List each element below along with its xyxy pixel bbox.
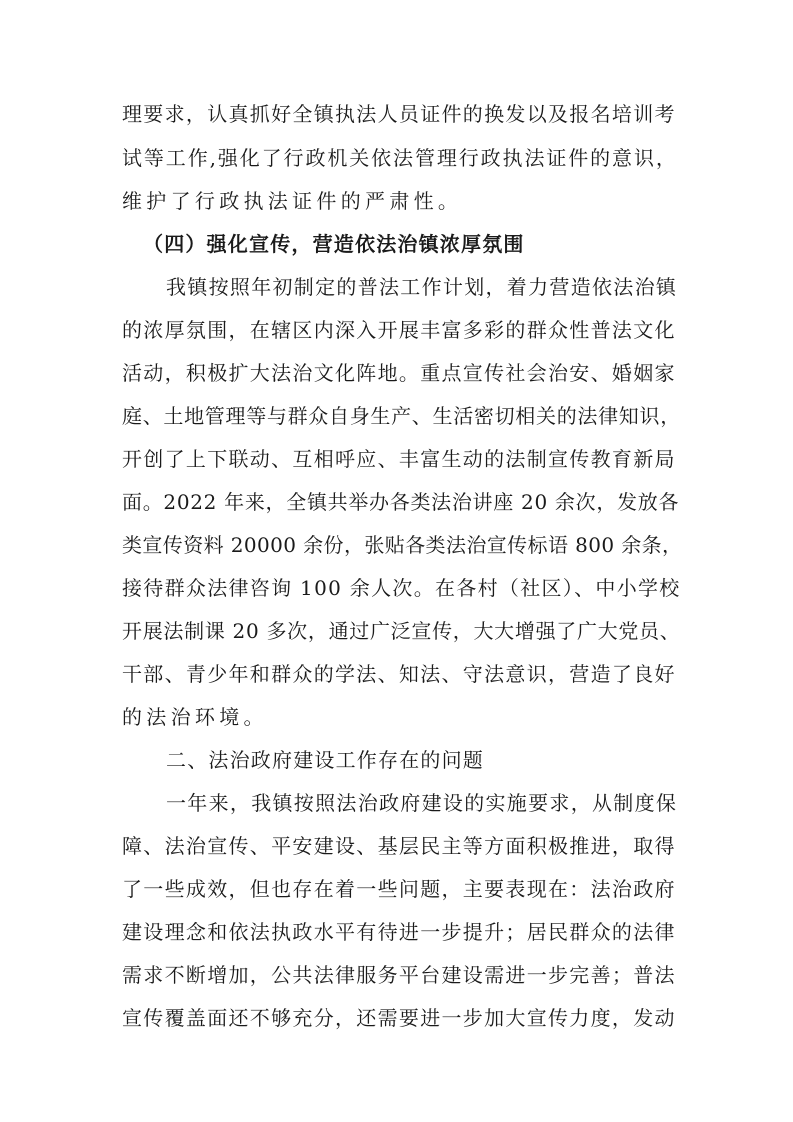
paragraph-first-line: 一年来，我镇按照法治政府建设的实施要求，从制度保: [166, 791, 678, 815]
paragraph-first-line: 我镇按照年初制定的普法工作计划，着力营造依法治镇: [166, 275, 678, 299]
body-text-line: 面。2022 年来，全镇共举办各类法治讲座 20 余次，发放各: [122, 490, 680, 514]
body-text-line: 试等工作,强化了行政机关依法管理行政执法证件的意识，: [122, 146, 678, 170]
body-text-line: 宣传覆盖面还不够充分，还需要进一步加大宣传力度，发动: [122, 1006, 676, 1030]
body-text-line: 障、法治宣传、平安建设、基层民主等方面积极推进，取得: [122, 834, 676, 858]
body-text-line: 了一些成效，但也存在着一些问题，主要表现在：法治政府: [122, 877, 676, 901]
body-text-line: 活动，积极扩大法治文化阵地。重点宣传社会治安、婚姻家: [122, 361, 676, 385]
body-text-line: 干部、青少年和群众的学法、知法、守法意识，营造了良好: [122, 662, 676, 686]
section-heading: （四）强化宣传，营造依法治镇浓厚氛围: [143, 232, 525, 256]
body-text-line: 理要求，认真抓好全镇执法人员证件的换发以及报名培训考: [122, 102, 676, 126]
chapter-heading: 二、法治政府建设工作存在的问题: [166, 748, 484, 772]
body-text-line: 庭、土地管理等与群众自身生产、生活密切相关的法律知识，: [122, 404, 681, 428]
body-text-line: 的浓厚氛围，在辖区内深入开展丰富多彩的群众性普法文化: [122, 318, 676, 342]
body-text-line: 需求不断增加，公共法律服务平台建设需进一步完善；普法: [122, 963, 676, 987]
body-text-line: 维护了行政执法证件的严肃性。: [122, 189, 463, 213]
body-text-line: 的法治环境。: [122, 705, 268, 729]
body-text-line: 建设理念和依法执政水平有待进一步提升；居民群众的法律: [122, 920, 676, 944]
body-text-line: 接待群众法律咨询 100 余人次。在各村（社区）、中小学校: [122, 576, 681, 600]
body-text-line: 开创了上下联动、互相呼应、丰富生动的法制宣传教育新局: [122, 447, 676, 471]
body-text-line: 类宣传资料 20000 余份，张贴各类法治宣传标语 800 余条，: [122, 533, 683, 557]
body-text-line: 开展法制课 20 多次，通过广泛宣传，大大增强了广大党员、: [122, 619, 681, 643]
